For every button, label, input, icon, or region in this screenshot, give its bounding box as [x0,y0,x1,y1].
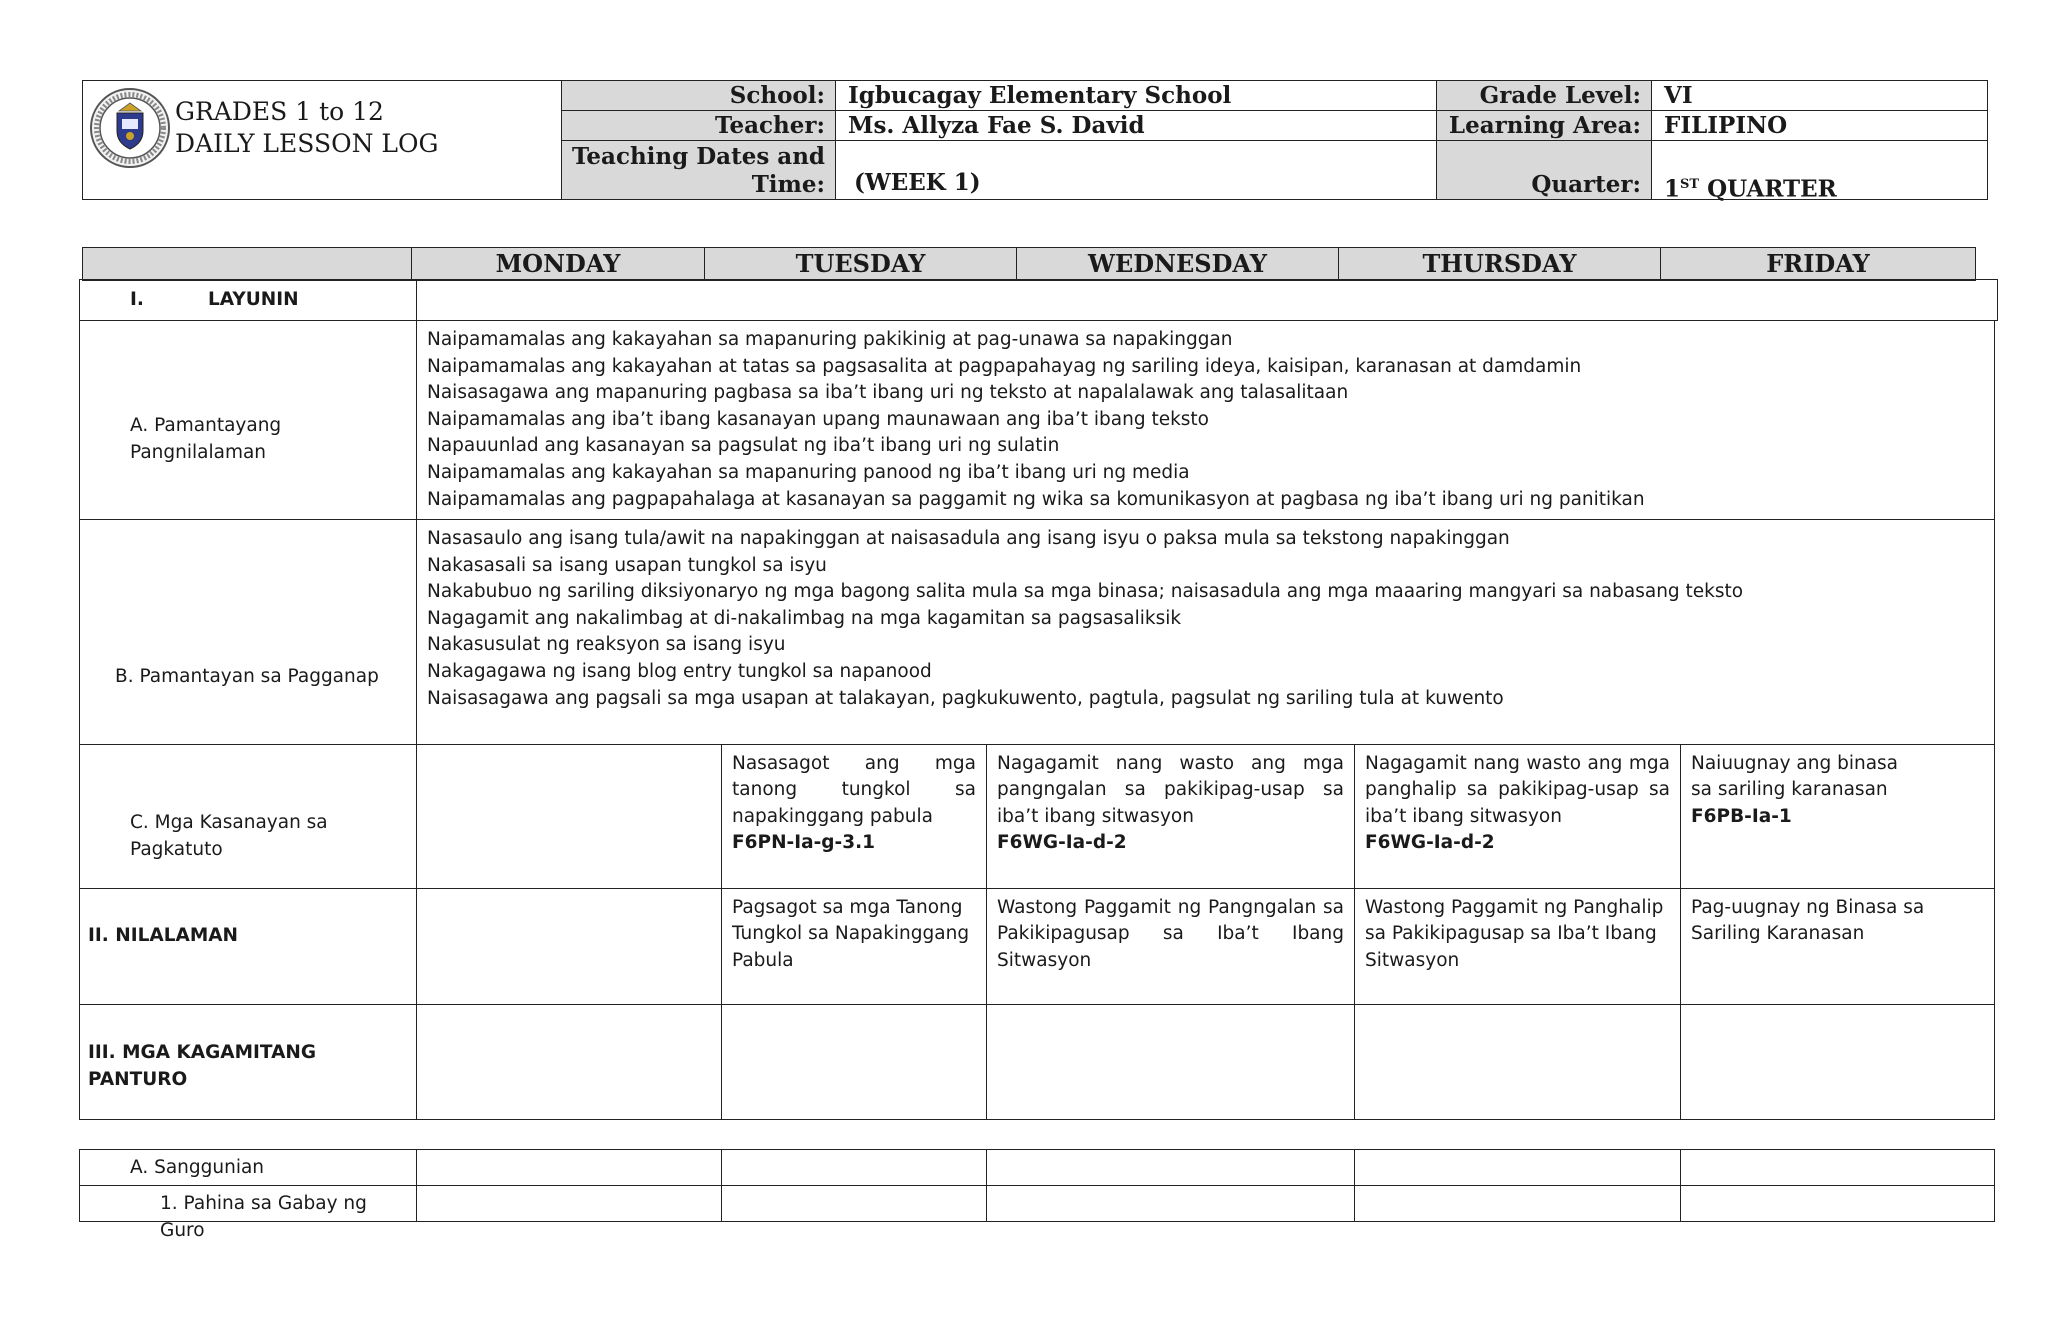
kasanayan-friday-line1: Naiuugnay ang binasa [1691,753,1899,774]
layunin-label-cell [79,279,417,321]
sanggunian-label: A. Sanggunian [130,1157,265,1178]
kagamitan-label-line1: III. MGA KAGAMITANG [88,1042,317,1063]
dates-value-cell [835,140,1437,200]
pamantayang-pangnilalaman-item: Naisasagawa ang mapanuring pagbasa sa iba’t ibang uri ng teksto at napalalawak ang talasalitaan [427,382,1349,404]
pamantayan-sa-pagganap-item: Nakasasali sa isang usapan tungkol sa isyu [427,554,827,576]
pamantayang-pangnilalaman-item: Naipamamalas ang kakayahan sa mapanuring panood ng iba’t ibang uri ng media [427,461,1190,483]
kagamitan-tuesday-cell [721,1004,987,1120]
kagamitan-friday-cell [1680,1004,1995,1120]
pamantayang-pangnilalaman-list [427,327,1645,513]
pahina-gabay-label-cell [79,1185,417,1241]
pamantayang-pangnilalaman-item: Naipamamalas ang kakayahan at tatas sa pagsasalita at pagpapahayag ng sariling ideya, kaisipan, karanasan at damdamin [427,355,1582,377]
pahina-gabay-tuesday-cell [721,1185,987,1222]
layunin-number: I. [130,289,144,310]
teacher-label: Teacher: [561,110,836,141]
nilalaman-label-cell [79,888,417,1005]
pamantayan-sa-pagganap-item: Nagagamit ang nakalimbag at di-nakalimbag na mga kagamitan sa pagsasaliksik [427,607,1182,629]
quarter-label: Quarter: [1531,171,1641,198]
pahina-gabay-thursday-cell [1354,1185,1681,1222]
school-value: Igbucagay Elementary School [835,80,1437,111]
dates-label-line2: Time: [751,171,825,198]
kagamitan-wednesday-cell [986,1004,1355,1120]
nilalaman-thursday-text: Wastong Paggamit ng Panghalip sa Pakikipagusap sa Iba’t Ibang Sitwasyon [1365,897,1664,971]
kasanayan-thursday-text: Nagagamit nang wasto ang mga panghalip sa pakikipag-usap sa iba’t ibang sitwasyon [1365,753,1670,827]
pamantayan-sa-pagganap-item: Naisasagawa ang pagsali sa mga usapan at talakayan, pagkukuwento, pagtula, pagsulat ng sariling tula at kuwento [427,687,1504,709]
layunin-label: LAYUNIN [208,289,299,310]
kasanayan-friday-line2: sa sariling karanasan [1691,779,1888,801]
sanggunian-label-cell [79,1149,417,1186]
pamantayan-sa-pagganap-content-cell [416,519,1995,745]
sanggunian-thursday-cell [1354,1149,1681,1186]
nilalaman-thursday-cell [1354,888,1681,1005]
sanggunian-monday-cell [416,1149,722,1186]
nilalaman-wednesday-cell [986,888,1355,1005]
grade-level-value: VI [1651,80,1988,111]
pahina-gabay-wednesday-cell [986,1185,1355,1222]
kagamitan-monday-cell [416,1004,722,1120]
quarter-label-cell [1436,140,1652,200]
nilalaman-label: II. NILALAMAN [88,925,239,946]
kagamitan-label-line2: PANTURO [88,1069,188,1090]
nilalaman-friday-text: Pag-uugnay ng Binasa sa Sariling Karanasan [1691,897,1925,945]
day-header-monday: MONDAY [411,247,705,281]
kasanayan-friday-code: F6PB-Ia-1 [1691,805,1792,827]
pamantayang-pangnilalaman-content-cell [416,320,1995,520]
quarter-value [1652,171,1837,204]
kasanayan-wednesday-text: Nagagamit nang wasto ang mga pangngalan sa pakikipag-usap sa iba’t ibang sitwasyon [997,753,1344,827]
pamantayang-pangnilalaman-item: Napauunlad ang kasanayan sa pagsulat ng iba’t ibang uri ng sulatin [427,435,1060,457]
day-header-friday: FRIDAY [1660,247,1976,281]
pamantayang-pangnilalaman-item: Naipamamalas ang iba’t ibang kasanayan upang maunawaan ang iba’t ibang teksto [427,408,1210,430]
kasanayan-monday-cell [416,744,722,889]
pamantayan-sa-pagganap-item: Nakagagawa ng isang blog entry tungkol sa napanood [427,660,932,682]
layunin-content-cell [416,279,1998,321]
pamantayan-sa-pagganap-item: Nakabubuo ng sariling diksiyonaryo ng mga bagong salita mula sa mga binasa; naisasadula ang mga maaaring mangyari sa nabasang teksto [427,581,1744,603]
kagamitan-thursday-cell [1354,1004,1681,1120]
sanggunian-wednesday-cell [986,1149,1355,1186]
dates-label-cell [561,140,836,200]
teacher-value: Ms. Allyza Fae S. David [835,110,1437,141]
kasanayan-thursday-code: F6WG-Ia-d-2 [1365,832,1495,854]
pamantayan-sa-pagganap-label: B. Pamantayan sa Pagganap [115,666,379,687]
header-title-box [82,80,562,200]
day-header-tuesday: TUESDAY [704,247,1017,281]
pamantayan-sa-pagganap-item: Nakasusulat ng reaksyon sa isang isyu [427,634,786,656]
kasanayan-label-line2: Pagkatuto [130,839,223,860]
kasanayan-wednesday-cell [986,744,1355,889]
kasanayan-tuesday-cell [721,744,987,889]
header-title-line1: GRADES 1 to 12 [175,97,384,126]
pamantayang-pangnilalaman-label-cell [79,320,417,520]
learning-area-label: Learning Area: [1436,110,1652,141]
kasanayan-thursday-cell [1354,744,1681,889]
learning-area-value: FILIPINO [1651,110,1988,141]
pamantayan-sa-pagganap-label-cell [79,519,417,745]
dates-label-line1: Teaching Dates and [571,143,825,170]
nilalaman-monday-cell [416,888,722,1005]
dates-value: (WEEK 1) [854,169,981,196]
kasanayan-tuesday-text: Nasasagot ang mga tanong tungkol sa napakinggang pabula [732,753,976,827]
kasanayan-label-cell [79,744,417,889]
kasanayan-wednesday-code: F6WG-Ia-d-2 [997,832,1127,854]
nilalaman-friday-cell [1680,888,1995,1005]
grade-level-label: Grade Level: [1436,80,1652,111]
deped-seal-logo [89,87,171,169]
nilalaman-tuesday-text: Pagsagot sa mga Tanong Tungkol sa Napakinggang Pabula [732,897,970,971]
sanggunian-tuesday-cell [721,1149,987,1186]
kagamitan-label-cell [79,1004,417,1120]
pamantayang-pangnilalaman-label-line1: A. Pamantayang [130,415,282,436]
pahina-gabay-monday-cell [416,1185,722,1222]
nilalaman-tuesday-cell [721,888,987,1005]
pahina-gabay-friday-cell [1680,1185,1995,1222]
kasanayan-label-line1: C. Mga Kasanayan sa [130,812,328,833]
quarter-value-cell [1651,140,1988,203]
day-header-wednesday: WEDNESDAY [1016,247,1339,281]
quarter-value-rest: QUARTER [1699,175,1837,203]
sanggunian-friday-cell [1680,1149,1995,1186]
pamantayang-pangnilalaman-item: Naipamamalas ang pagpapahalaga at kasanayan sa paggamit ng wika sa komunikasyon at pagbasa ng iba’t ibang uri ng panitikan [427,488,1645,510]
day-header-thursday: THURSDAY [1338,247,1661,281]
pamantayang-pangnilalaman-item: Naipamamalas ang kakayahan sa mapanuring pakikinig at pag-unawa sa napakinggan [427,329,1233,350]
quarter-value-sup: ST [1680,177,1700,192]
quarter-value-num: 1 [1664,175,1681,203]
pamantayang-pangnilalaman-label-line2: Pangnilalaman [130,442,267,463]
pamantayan-sa-pagganap-list [427,526,1743,712]
day-header-blank [82,247,412,281]
pahina-gabay-label: 1. Pahina sa Gabay ng Guro [160,1193,367,1241]
kasanayan-tuesday-code: F6PN-Ia-g-3.1 [732,832,875,854]
school-label: School: [561,80,836,111]
kasanayan-friday-cell [1680,744,1995,889]
header-title-line2: DAILY LESSON LOG [175,129,439,158]
pamantayan-sa-pagganap-item: Nasasaulo ang isang tula/awit na napakinggan at naisasadula ang isang isyu o paksa mula sa tekstong napakinggan [427,528,1510,549]
nilalaman-wednesday-text: Wastong Paggamit ng Pangngalan sa Pakikipagusap sa Iba’t Ibang Sitwasyon [997,897,1344,971]
